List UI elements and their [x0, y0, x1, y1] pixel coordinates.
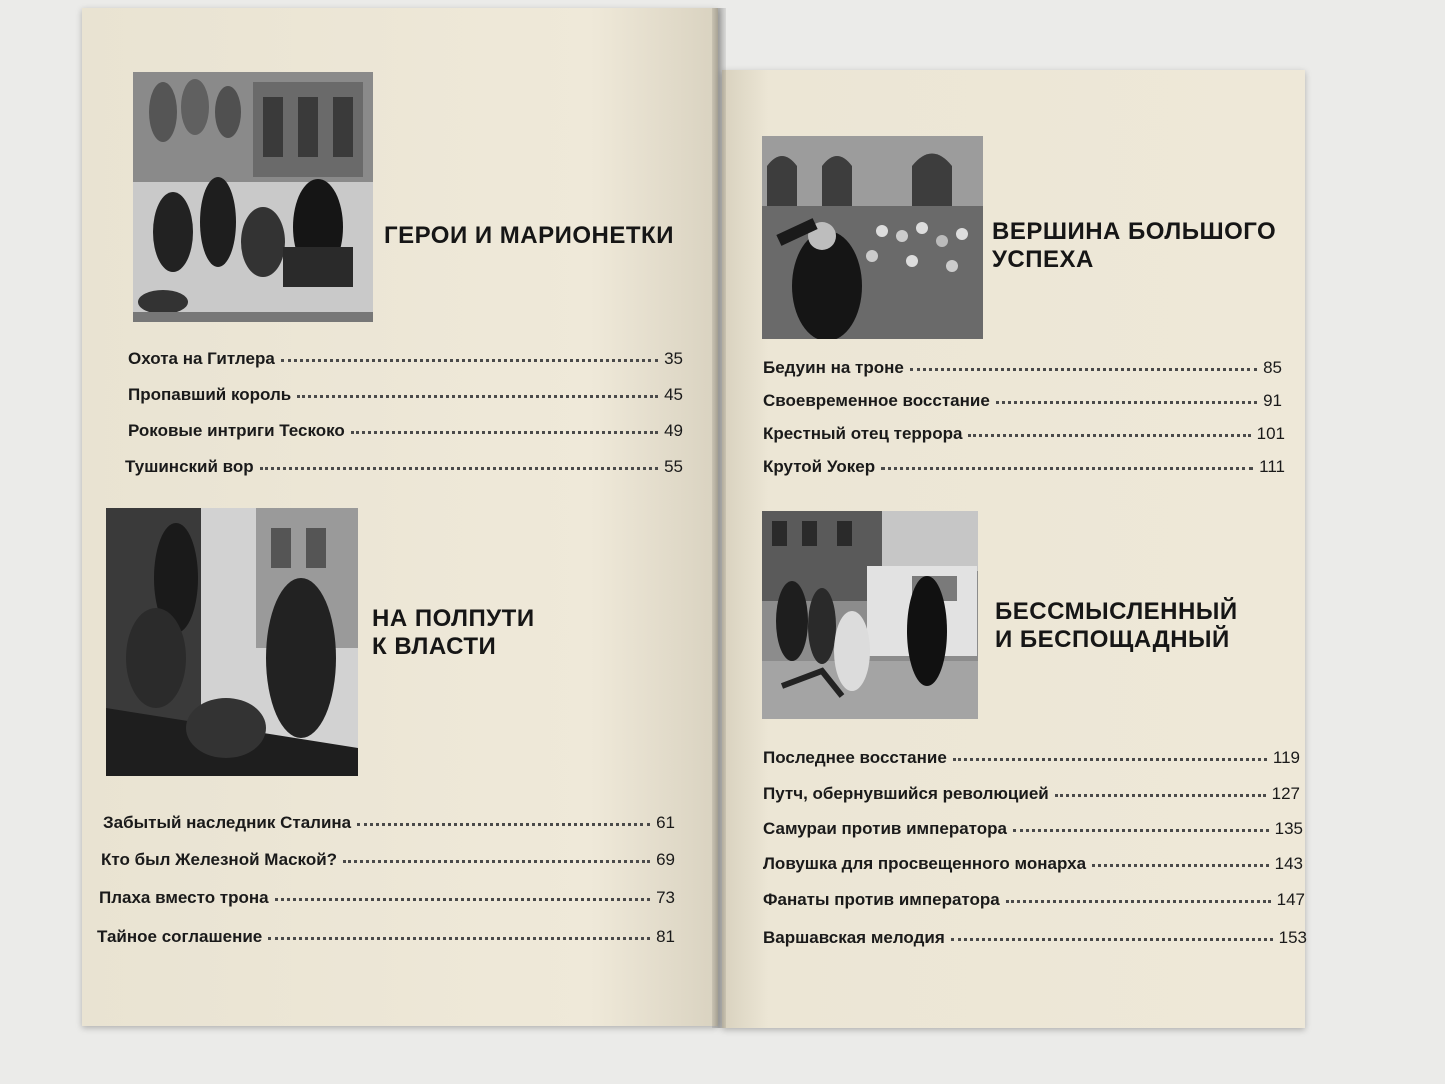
- illustration-speaker-crowd: [762, 136, 983, 339]
- toc-entry[interactable]: Варшавская мелодия 153: [763, 928, 1307, 947]
- toc-entry[interactable]: Охота на Гитлера 35: [128, 349, 683, 368]
- illustration-execution-scene: [106, 508, 358, 776]
- toc-entry[interactable]: Своевременное восстание 91: [763, 391, 1282, 410]
- toc-entry[interactable]: Пропавший король 45: [128, 385, 683, 404]
- toc-entry[interactable]: Тушинский вор 55: [125, 457, 683, 476]
- section-title-peak-of-success: ВЕРШИНА БОЛЬШОГО УСПЕХА: [992, 218, 1277, 273]
- illustration-street-riot: [762, 511, 978, 719]
- section-title-senseless-merciless: БЕССМЫСЛЕННЫЙ И БЕСПОЩАДНЫЙ: [995, 598, 1238, 653]
- toc-entry[interactable]: Забытый наследник Сталина 61: [103, 813, 675, 832]
- book-spine: [712, 8, 726, 1028]
- illustration-historical-court: [133, 72, 373, 322]
- toc-entry[interactable]: Крестный отец террора 101: [763, 424, 1285, 443]
- toc-entry[interactable]: Самураи против императора 135: [763, 819, 1303, 838]
- toc-entry[interactable]: Бедуин на троне 85: [763, 358, 1282, 377]
- toc-entry[interactable]: Путч, обернувшийся революцией 127: [763, 784, 1300, 803]
- toc-entry[interactable]: Роковые интриги Тескоко 49: [128, 421, 683, 440]
- toc-entry[interactable]: Плаха вместо трона 73: [99, 888, 675, 907]
- toc-entry[interactable]: Ловушка для просвещенного монарха 143: [763, 854, 1303, 873]
- toc-entry[interactable]: Последнее восстание 119: [763, 748, 1300, 767]
- toc-entry[interactable]: Фанаты против императора 147: [763, 890, 1305, 909]
- section-title-heroes: ГЕРОИ И МАРИОНЕТКИ: [384, 222, 674, 249]
- section-title-halfway-to-power: НА ПОЛПУТИ К ВЛАСТИ: [372, 605, 535, 660]
- toc-entry[interactable]: Крутой Уокер 111: [763, 457, 1285, 476]
- toc-entry[interactable]: Кто был Железной Маской? 69: [101, 850, 675, 869]
- toc-entry[interactable]: Тайное соглашение 81: [97, 927, 675, 946]
